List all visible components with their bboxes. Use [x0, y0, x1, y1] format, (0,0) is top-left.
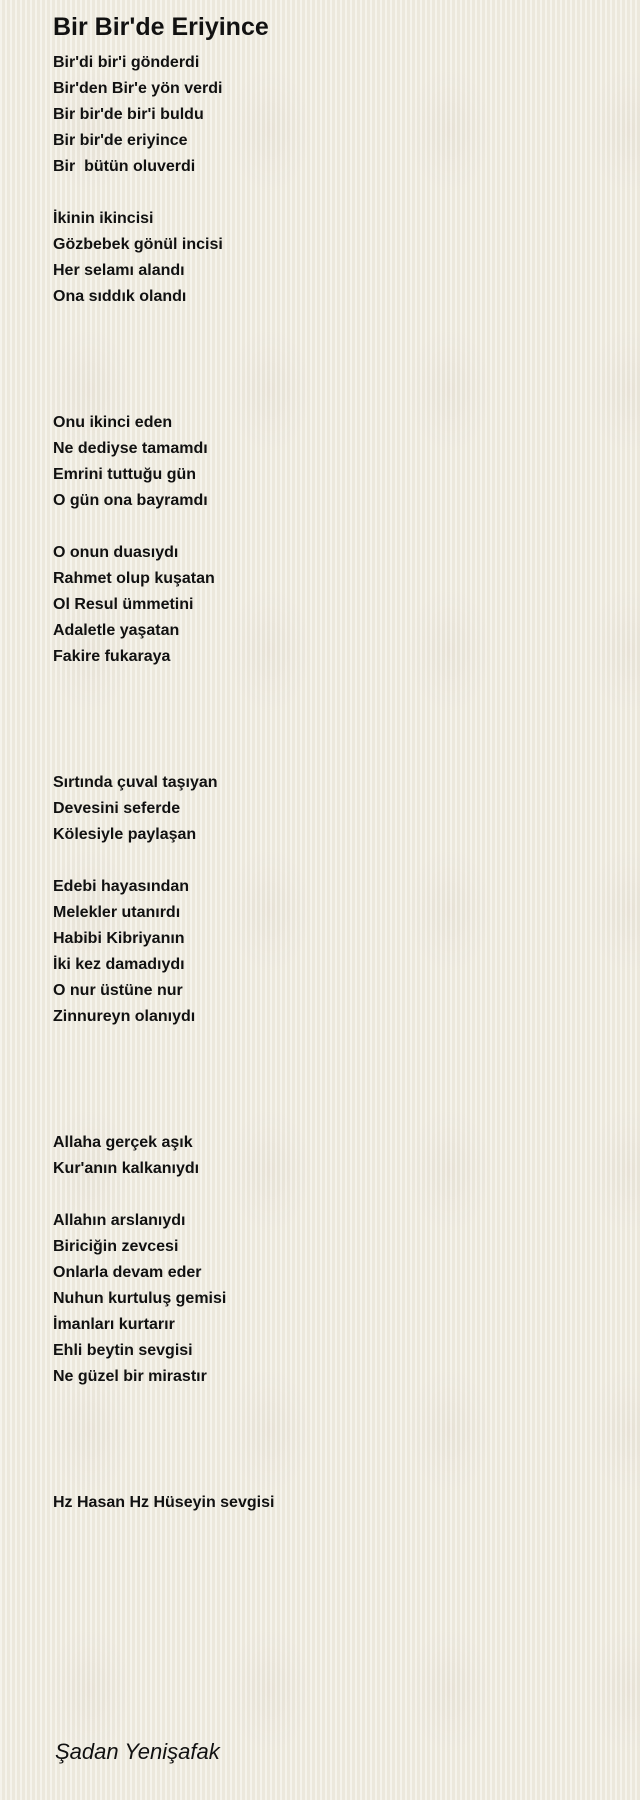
poem-line: Devesini seferde — [53, 800, 181, 817]
poem-line: Bir bir'de bir'i buldu — [53, 106, 204, 123]
poem-line: Allaha gerçek aşık — [53, 1134, 193, 1151]
poem-line: Rahmet olup kuşatan — [53, 570, 215, 587]
poem-line: Ol Resul ümmetini — [53, 596, 194, 613]
section-gap — [53, 1390, 613, 1490]
poem-line: Her selamı alandı — [53, 262, 185, 279]
section-gap — [53, 1030, 613, 1130]
stanza-gap — [53, 848, 613, 874]
poem-line: Edebi hayasından — [53, 878, 190, 895]
stanza-gap — [53, 514, 613, 540]
poem-line: Onu ikinci eden — [53, 414, 173, 431]
poem-line: İmanları kurtarır — [53, 1316, 175, 1333]
poem-line: Bir bütün oluverdi — [53, 158, 196, 175]
section-gap — [53, 670, 613, 770]
poem-line: Melekler utanırdı — [53, 904, 181, 921]
poem-title: Bir Bir'de Eriyince — [53, 13, 269, 41]
poem-line: Emrini tuttuğu gün — [53, 466, 197, 483]
poem-line: Bir'di bir'i gönderdi — [53, 54, 200, 71]
poem-line: Bir bir'de eriyince — [53, 132, 188, 149]
poem-line: Zinnureyn olanıydı — [53, 1008, 196, 1025]
poem-line: İkinin ikincisi — [53, 210, 154, 227]
poem-author: Şadan Yenişafak — [55, 1739, 220, 1764]
poem-container — [53, 0, 613, 1516]
poem-line: Adaletle yaşatan — [53, 622, 180, 639]
poem-line: O nur üstüne nur — [53, 982, 183, 999]
poem-body — [53, 50, 613, 1516]
poem-line: Ona sıddık olandı — [53, 288, 187, 305]
poem-line: İki kez damadıydı — [53, 956, 185, 973]
poem-line: Gözbebek gönül incisi — [53, 236, 223, 253]
stanza-gap — [53, 180, 613, 206]
poem-line: Kölesiyle paylaşan — [53, 826, 197, 843]
poem-line: Ne dediyse tamamdı — [53, 440, 208, 457]
poem-line: Ehli beytin sevgisi — [53, 1342, 193, 1359]
poem-line: Sırtında çuval taşıyan — [53, 774, 218, 791]
poem-line: Bir'den Bir'e yön verdi — [53, 80, 223, 97]
poem-line: Habibi Kibriyanın — [53, 930, 185, 947]
poem-line: O onun duasıydı — [53, 544, 179, 561]
poem-line: O gün ona bayramdı — [53, 492, 208, 509]
poem-line: Onlarla devam eder — [53, 1264, 202, 1281]
poem-line: Hz Hasan Hz Hüseyin sevgisi — [53, 1494, 275, 1511]
poem-line: Allahın arslanıydı — [53, 1212, 186, 1229]
poem-line: Ne güzel bir mirastır — [53, 1368, 207, 1385]
stanza-gap — [53, 1182, 613, 1208]
poem-line: Kur'anın kalkanıydı — [53, 1160, 200, 1177]
poem-line: Fakire fukaraya — [53, 648, 171, 665]
poem-line: Biriciğin zevcesi — [53, 1238, 179, 1255]
poem-line: Nuhun kurtuluş gemisi — [53, 1290, 227, 1307]
section-gap — [53, 310, 613, 410]
